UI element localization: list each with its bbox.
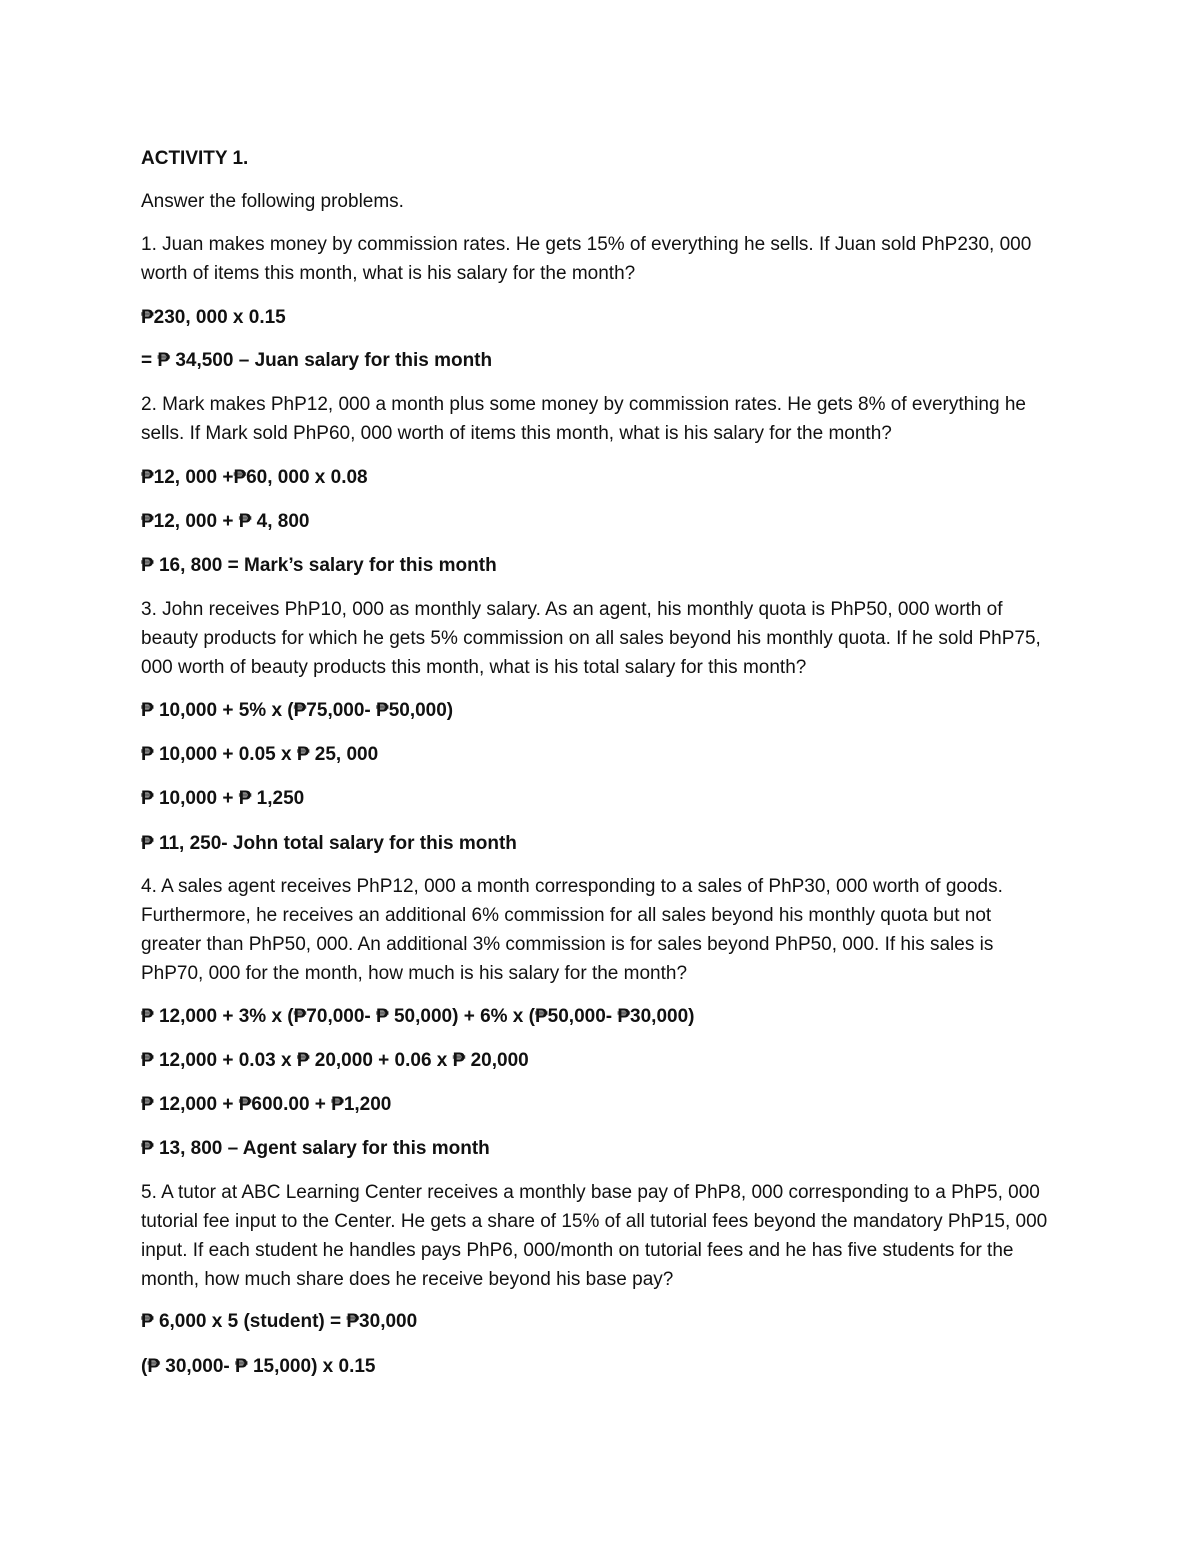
- problem-5-question: 5. A tutor at ABC Learning Center receives a monthly base pay of PhP8, 000 corresponding to a PhP5, 000 tutorial fee input to the Center. He gets a share of 15% of all tutorial fees beyond the mandatory PhP15, 000 input. If each student he handles pays PhP6, 000/month on tutorial fees and he has five students for the month, how much share does he receive beyond his base pay?: [141, 1182, 1048, 1290]
- problem-2-step-1: ₱12, 000 +₱60, 000 x 0.08: [141, 467, 368, 488]
- problem-4-step-4: ₱ 13, 800 – Agent salary for this month: [141, 1138, 490, 1159]
- problem-1-question: 1. Juan makes money by commission rates. He gets 15% of everything he sells. If Juan sold PhP230, 000 worth of items this month, what is his salary for the month?: [141, 234, 1032, 284]
- problem-4-step-1: ₱ 12,000 + 3% x (₱70,000- ₱ 50,000) + 6% x (₱50,000- ₱30,000): [141, 1006, 695, 1027]
- problem-5-step-1: ₱ 6,000 x 5 (student) = ₱30,000: [141, 1311, 418, 1332]
- problem-3-step-3: ₱ 10,000 + ₱ 1,250: [141, 788, 305, 809]
- problem-3-step-2: ₱ 10,000 + 0.05 x ₱ 25, 000: [141, 744, 379, 765]
- activity-heading: ACTIVITY 1.: [141, 148, 249, 169]
- problem-3-question: 3. John receives PhP10, 000 as monthly salary. As an agent, his monthly quota is PhP50, 000 worth of beauty products for which he gets 5% commission on all sales beyond his monthly quota. If he sold PhP75, 000 worth of beauty products this month, what is his total salary for this month?: [141, 599, 1041, 678]
- problem-2-step-3: ₱ 16, 800 = Mark’s salary for this month: [141, 555, 497, 576]
- problem-1-step-1: ₱230, 000 x 0.15: [141, 307, 286, 328]
- problem-3-step-1: ₱ 10,000 + 5% x (₱75,000- ₱50,000): [141, 700, 454, 721]
- problem-2-question: 2. Mark makes PhP12, 000 a month plus some money by commission rates. He gets 8% of everything he sells. If Mark sold PhP60, 000 worth of items this month, what is his salary for the month?: [141, 394, 1026, 444]
- problem-4-question: 4. A sales agent receives PhP12, 000 a month corresponding to a sales of PhP30, 000 worth of goods. Furthermore, he receives an additional 6% commission for all sales beyond his monthly quota but not greater than PhP50, 000. An additional 3% commission is for sales beyond PhP50, 000. If his sales is PhP70, 000 for the month, how much is his salary for the month?: [141, 876, 1003, 984]
- problem-4-step-2: ₱ 12,000 + 0.03 x ₱ 20,000 + 0.06 x ₱ 20,000: [141, 1050, 529, 1071]
- instructions: Answer the following problems.: [141, 191, 404, 212]
- problem-2-step-2: ₱12, 000 + ₱ 4, 800: [141, 511, 310, 532]
- problem-5-step-2: (₱ 30,000- ₱ 15,000) x 0.15: [141, 1356, 376, 1377]
- problem-1-step-2: = ₱ 34,500 – Juan salary for this month: [141, 350, 493, 371]
- problem-3-step-4: ₱ 11, 250- John total salary for this month: [141, 833, 517, 854]
- problem-4-step-3: ₱ 12,000 + ₱600.00 + ₱1,200: [141, 1094, 392, 1115]
